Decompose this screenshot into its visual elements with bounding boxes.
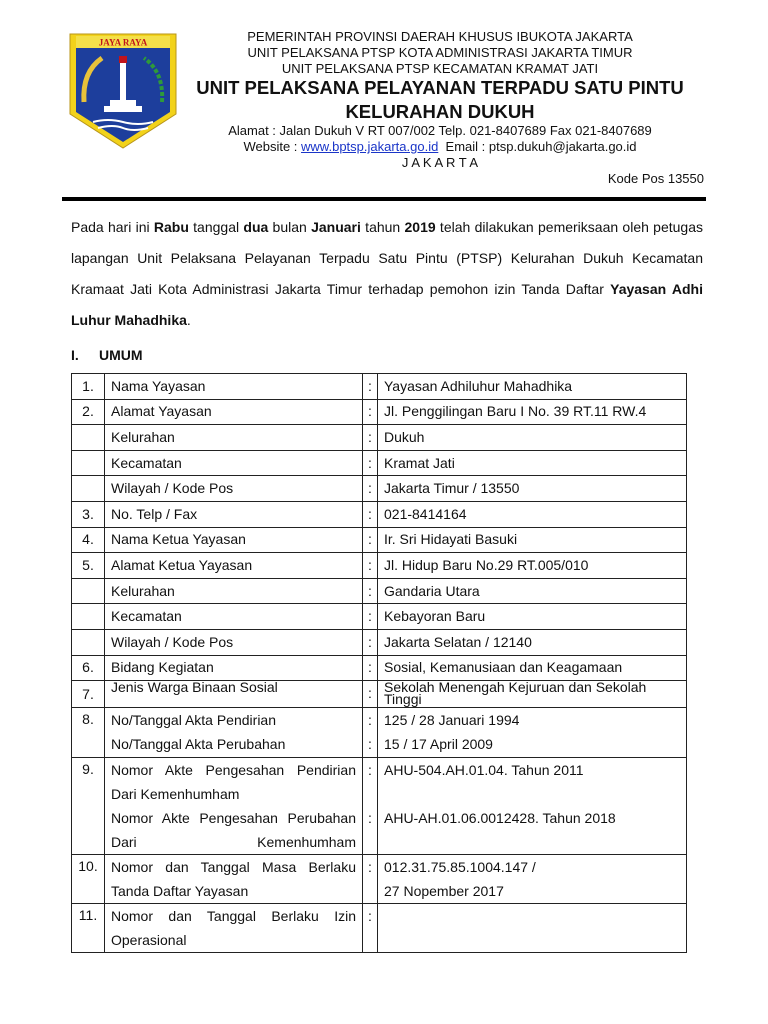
cell-label <box>105 476 363 502</box>
cell-value <box>378 501 687 527</box>
row-number: 5. <box>82 556 94 573</box>
cell-colon <box>363 681 378 708</box>
table-row <box>72 904 687 953</box>
colon: : <box>368 582 372 599</box>
cell-number <box>72 450 105 476</box>
cell-colon <box>363 604 378 630</box>
cell-number <box>72 604 105 630</box>
cell-number <box>72 501 105 527</box>
cell-number <box>72 476 105 502</box>
cell-colon <box>363 476 378 502</box>
table-row <box>72 374 687 400</box>
row-label: Alamat Yayasan <box>111 403 212 420</box>
colon: : <box>368 505 372 522</box>
row-label: Nama Yayasan <box>111 377 206 394</box>
row-number: 3. <box>82 505 94 522</box>
row-label: Kelurahan <box>111 428 175 445</box>
row-label: No. Telp / Fax <box>111 505 198 522</box>
row-value: Sekolah Menengah Kejuruan dan Sekolah Tinggi <box>384 679 647 708</box>
colon: : <box>368 531 372 548</box>
header-title-2: KELURAHAN DUKUH <box>345 101 535 122</box>
cell-value <box>378 604 687 630</box>
row-value: 021-8414164 <box>384 505 467 522</box>
cell-value <box>378 476 687 502</box>
row-value: AHU-504.AH.01.04. Tahun 2011 <box>384 762 584 779</box>
table-row <box>72 629 687 655</box>
row-number: 9. <box>82 761 94 778</box>
cell-value <box>378 578 687 604</box>
row-value-2: 15 / 17 April 2009 <box>384 736 493 753</box>
header-address: Alamat : Jalan Dukuh V RT 007/002 Telp. 021-8407689 Fax 021-8407689 <box>228 123 652 138</box>
row-value: Sosial, Kemanusiaan dan Keagamaan <box>384 659 623 676</box>
table-row <box>72 425 687 451</box>
colon: : <box>368 428 372 445</box>
row-number: 4. <box>82 531 94 548</box>
colon: : <box>368 403 372 420</box>
cell-label <box>105 855 363 904</box>
cell-label <box>105 374 363 400</box>
colon: : <box>368 633 372 650</box>
colon: : <box>368 377 372 394</box>
colon: : <box>368 659 372 676</box>
colon: : <box>368 712 372 729</box>
cell-value <box>378 655 687 681</box>
row-label-2: No/Tanggal Akta Perubahan <box>111 736 286 753</box>
row-number: 2. <box>82 403 94 420</box>
cell-number <box>72 758 105 855</box>
cell-number <box>72 399 105 425</box>
row-number: 6. <box>82 659 94 676</box>
row-value-2: AHU-AH.01.06.0012428. Tahun 2018 <box>384 810 616 827</box>
header-contact <box>190 139 690 154</box>
colon: : <box>368 685 372 702</box>
header-city: J A K A R T A <box>401 155 479 170</box>
cell-value <box>378 758 687 855</box>
cell-number <box>72 681 105 708</box>
row-number: 10. <box>78 858 98 875</box>
colon: : <box>368 480 372 497</box>
cell-number <box>72 855 105 904</box>
cell-label <box>105 501 363 527</box>
row-number: 8. <box>82 711 94 728</box>
row-value: Dukuh <box>384 428 425 445</box>
cell-label <box>105 399 363 425</box>
cell-colon <box>363 655 378 681</box>
row-label: No/Tanggal Akta Pendirian <box>111 712 276 729</box>
website-label: Website : <box>243 139 302 154</box>
table-row <box>72 450 687 476</box>
header-line-1: PEMERINTAH PROVINSI DAERAH KHUSUS IBUKOTA JAKARTA <box>247 29 633 44</box>
cell-colon <box>363 399 378 425</box>
cell-colon <box>363 450 378 476</box>
colon: : <box>368 454 372 471</box>
svg-text:JAYA RAYA: JAYA RAYA <box>98 37 148 48</box>
cell-label <box>105 708 363 758</box>
cell-number <box>72 425 105 451</box>
table-row <box>72 553 687 579</box>
cell-label <box>105 527 363 553</box>
cell-value <box>378 450 687 476</box>
table-row <box>72 604 687 630</box>
table-row <box>72 476 687 502</box>
table-row <box>72 578 687 604</box>
row-label: Nomor dan Tanggal Berlaku Izin Operasional <box>111 908 356 949</box>
colon: : <box>368 859 372 876</box>
cell-colon <box>363 708 378 758</box>
row-number: 7. <box>82 686 94 703</box>
table-row <box>72 708 687 758</box>
table-row <box>72 527 687 553</box>
cell-colon <box>363 374 378 400</box>
header-divider <box>62 197 706 201</box>
row-value: 012.31.75.85.1004.147 / <box>384 859 536 876</box>
cell-label <box>105 604 363 630</box>
cell-label <box>105 629 363 655</box>
row-value: Jakarta Timur / 13550 <box>384 480 520 497</box>
colon: : <box>368 908 372 925</box>
cell-label <box>105 904 363 953</box>
postal-code: Kode Pos 13550 <box>607 171 704 186</box>
email-text: Email : ptsp.dukuh@jakarta.go.id <box>438 139 637 154</box>
row-value: Kramat Jati <box>384 454 455 471</box>
table-row <box>72 655 687 681</box>
row-value: Gandaria Utara <box>384 582 480 599</box>
cell-value <box>378 374 687 400</box>
row-value: Kebayoran Baru <box>384 608 486 625</box>
row-number: 11. <box>78 907 98 924</box>
cell-value <box>378 681 687 708</box>
row-label-2: Nomor Akte Pengesahan Perubahan Dari Kemenhumham <box>111 810 356 851</box>
cell-number <box>72 553 105 579</box>
colon: : <box>368 736 372 753</box>
cell-value <box>378 629 687 655</box>
row-label: Alamat Ketua Yayasan <box>111 556 253 573</box>
cell-label <box>105 553 363 579</box>
table-row <box>72 758 687 855</box>
jakarta-coat-of-arms-logo <box>68 32 178 150</box>
row-label: Kecamatan <box>111 454 182 471</box>
cell-colon <box>363 527 378 553</box>
table-row <box>72 399 687 425</box>
row-label: Nama Ketua Yayasan <box>111 531 246 548</box>
colon: : <box>368 810 372 827</box>
data-table <box>71 373 687 953</box>
cell-colon <box>363 629 378 655</box>
cell-colon <box>363 501 378 527</box>
table-row <box>72 855 687 904</box>
row-value: Yayasan Adhiluhur Mahadhika <box>384 377 573 394</box>
cell-colon <box>363 855 378 904</box>
header-line-3: UNIT PELAKSANA PTSP KECAMATAN KRAMAT JATI <box>281 61 599 76</box>
row-label: Kelurahan <box>111 582 175 599</box>
row-value: Ir. Sri Hidayati Basuki <box>384 531 518 548</box>
table-row <box>72 501 687 527</box>
header-title-1: UNIT PELAKSANA PELAYANAN TERPADU SATU PINTU <box>196 77 684 98</box>
section-heading: I. UMUM <box>71 347 143 363</box>
row-value-2: 27 Nopember 2017 <box>384 883 504 900</box>
cell-label <box>105 425 363 451</box>
row-value: Jl. Penggilingan Baru I No. 39 RT.11 RW.4 <box>384 403 647 420</box>
cell-value <box>378 553 687 579</box>
cell-colon <box>363 904 378 953</box>
cell-value <box>378 399 687 425</box>
row-value: Jl. Hidup Baru No.29 RT.005/010 <box>384 556 589 573</box>
cell-label <box>105 655 363 681</box>
cell-value <box>378 527 687 553</box>
row-label: Wilayah / Kode Pos <box>111 480 234 497</box>
row-label: Bidang Kegiatan <box>111 659 214 676</box>
colon: : <box>368 556 372 573</box>
website-link[interactable]: www.bptsp.jakarta.go.id <box>301 139 439 154</box>
cell-number <box>72 904 105 953</box>
row-number: 1. <box>82 377 94 394</box>
row-value: Jakarta Selatan / 12140 <box>384 633 532 650</box>
cell-number <box>72 527 105 553</box>
table-row <box>72 681 687 708</box>
colon: : <box>368 762 372 779</box>
cell-colon <box>363 553 378 579</box>
cell-number <box>72 578 105 604</box>
colon: : <box>368 608 372 625</box>
cell-number <box>72 629 105 655</box>
cell-number <box>72 374 105 400</box>
row-label: Kecamatan <box>111 608 182 625</box>
cell-value <box>378 708 687 758</box>
cell-label <box>105 450 363 476</box>
row-label: Nomor Akte Pengesahan Pendirian Dari Kemenhumham <box>111 762 356 803</box>
cell-value <box>378 855 687 904</box>
row-label: Wilayah / Kode Pos <box>111 633 234 650</box>
header-line-2: UNIT PELAKSANA PTSP KOTA ADMINISTRASI JAKARTA TIMUR <box>247 45 633 60</box>
row-value: 125 / 28 Januari 1994 <box>384 712 520 729</box>
cell-number <box>72 655 105 681</box>
cell-colon <box>363 425 378 451</box>
cell-label <box>105 681 363 708</box>
cell-label <box>105 578 363 604</box>
intro-paragraph: Pada hari ini Rabu tanggal dua bulan Januari tahun 2019 telah dilakukan pemeriksaan oleh petugas lapangan Unit Pelaksana Pelayanan Terpadu Satu Pintu (PTSP) Kelurahan Dukuh Kecamatan Kramaat Jati Kota Administrasi Jakarta Timur terhadap pemohon izin Tanda Daftar Yayasan Adhi Luhur Mahadhika. <box>71 219 703 328</box>
cell-number <box>72 708 105 758</box>
cell-value <box>378 904 687 953</box>
cell-label <box>105 758 363 855</box>
row-label: Nomor dan Tanggal Masa Berlaku Tanda Daftar Yayasan <box>111 859 356 900</box>
cell-colon <box>363 758 378 855</box>
cell-colon <box>363 578 378 604</box>
row-label: Jenis Warga Binaan Sosial <box>111 679 278 696</box>
cell-value <box>378 425 687 451</box>
